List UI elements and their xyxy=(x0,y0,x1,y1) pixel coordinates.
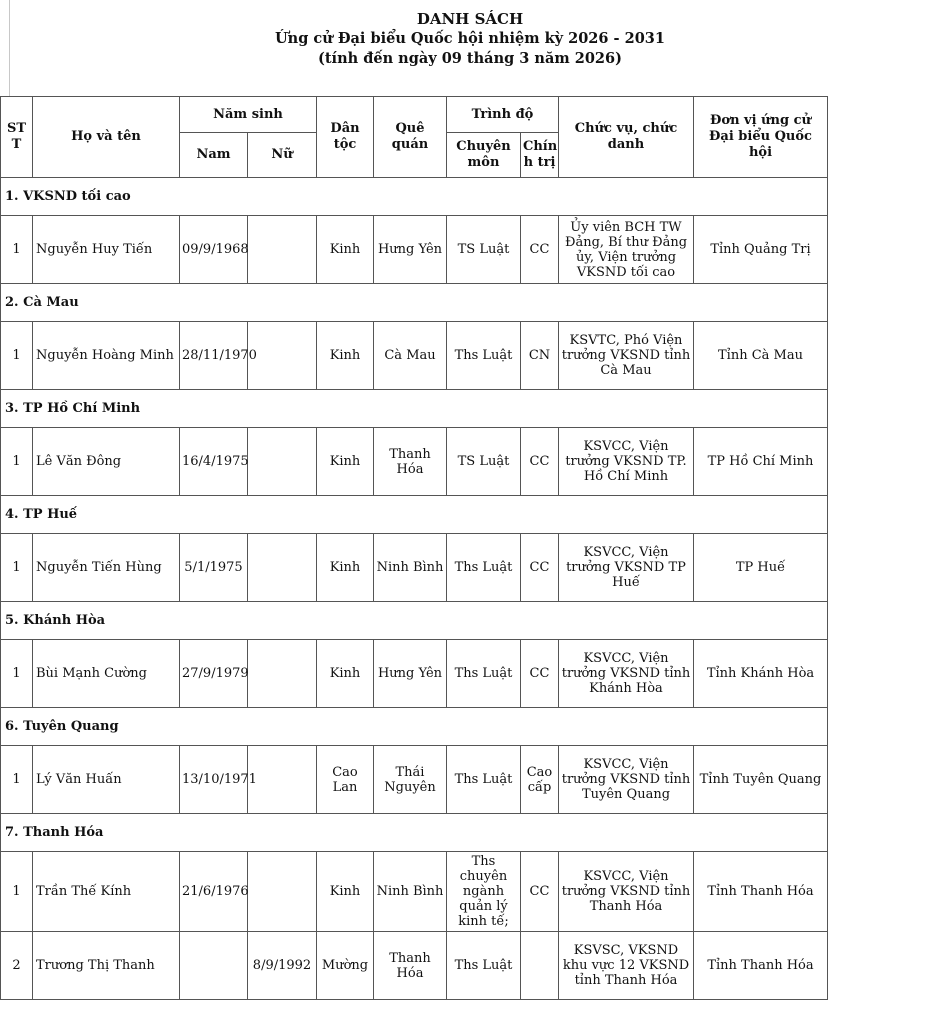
candidate-table xyxy=(0,96,828,1000)
cell-dan-toc: Kinh xyxy=(317,428,374,496)
col-chuyen-mon: Chuyên môn xyxy=(447,133,521,178)
cell-nam: 21/6/1976 xyxy=(180,852,248,932)
cell-chinh-tri: CC xyxy=(521,852,559,932)
group-title: 2. Cà Mau xyxy=(1,284,828,322)
cell-nu xyxy=(248,534,317,602)
cell-chuyen-mon: TS Luật xyxy=(447,216,521,284)
cell-nu xyxy=(248,428,317,496)
document-header xyxy=(0,10,940,69)
cell-chuyen-mon: TS Luật xyxy=(447,428,521,496)
cell-dan-toc: Kinh xyxy=(317,534,374,602)
cell-que-quan: Ninh Bình xyxy=(374,534,447,602)
cell-chuyen-mon: Ths Luật xyxy=(447,746,521,814)
cell-que-quan: Thanh Hóa xyxy=(374,428,447,496)
cell-chuc-vu: KSVCC, Viện trưởng VKSND tỉnh Tuyên Quang xyxy=(559,746,694,814)
cell-chuc-vu: KSVCC, Viện trưởng VKSND tỉnh Thanh Hóa xyxy=(559,852,694,932)
cell-name: Trần Thế Kính xyxy=(33,852,180,932)
col-stt: ST T xyxy=(1,97,33,178)
cell-chuc-vu: KSVCC, Viện trưởng VKSND TP Huế xyxy=(559,534,694,602)
cell-name: Lê Văn Đông xyxy=(33,428,180,496)
cell-don-vi: Tỉnh Cà Mau xyxy=(694,322,828,390)
cell-que-quan: Ninh Bình xyxy=(374,852,447,932)
col-dan-toc: Dân tộc xyxy=(317,97,374,178)
cell-nam: 27/9/1979 xyxy=(180,640,248,708)
col-trinh-do: Trình độ xyxy=(447,97,559,133)
cell-nam: 5/1/1975 xyxy=(180,534,248,602)
group-title: 1. VKSND tối cao xyxy=(1,178,828,216)
group-row xyxy=(1,284,828,322)
group-title: 4. TP Huế xyxy=(1,496,828,534)
table-row xyxy=(1,746,828,814)
col-que-quan: Quê quán xyxy=(374,97,447,178)
col-nam: Nam xyxy=(180,133,248,178)
cell-name: Trương Thị Thanh xyxy=(33,932,180,1000)
cell-chuc-vu: KSVSC, VKSND khu vực 12 VKSND tỉnh Thanh Hóa xyxy=(559,932,694,1000)
cell-stt: 1 xyxy=(1,428,33,496)
cell-stt: 1 xyxy=(1,216,33,284)
cell-don-vi: Tỉnh Tuyên Quang xyxy=(694,746,828,814)
group-title: 6. Tuyên Quang xyxy=(1,708,828,746)
cell-name: Nguyễn Tiến Hùng xyxy=(33,534,180,602)
cell-don-vi: Tỉnh Thanh Hóa xyxy=(694,852,828,932)
cell-chinh-tri: CC xyxy=(521,216,559,284)
cell-name: Nguyễn Hoàng Minh xyxy=(33,322,180,390)
table-row xyxy=(1,322,828,390)
col-nam-sinh: Năm sinh xyxy=(180,97,317,133)
group-row xyxy=(1,814,828,852)
group-row xyxy=(1,178,828,216)
cell-que-quan: Thanh Hóa xyxy=(374,932,447,1000)
cell-name: Lý Văn Huấn xyxy=(33,746,180,814)
cell-chuyen-mon: Ths Luật xyxy=(447,932,521,1000)
cell-don-vi: Tỉnh Thanh Hóa xyxy=(694,932,828,1000)
cell-stt: 1 xyxy=(1,534,33,602)
cell-chuyen-mon: Ths Luật xyxy=(447,640,521,708)
col-don-vi: Đơn vị ứng cử Đại biểu Quốc hội xyxy=(694,97,828,178)
cell-chinh-tri: Cao cấp xyxy=(521,746,559,814)
cell-chuc-vu: KSVCC, Viện trưởng VKSND TP. Hồ Chí Minh xyxy=(559,428,694,496)
group-row xyxy=(1,390,828,428)
cell-don-vi: Tỉnh Quảng Trị xyxy=(694,216,828,284)
cell-chinh-tri: CC xyxy=(521,428,559,496)
table-row xyxy=(1,428,828,496)
cell-chuc-vu: KSVTC, Phó Viện trưởng VKSND tỉnh Cà Mau xyxy=(559,322,694,390)
cell-dan-toc: Kinh xyxy=(317,216,374,284)
table-row xyxy=(1,932,828,1000)
group-title: 5. Khánh Hòa xyxy=(1,602,828,640)
table-row xyxy=(1,216,828,284)
cell-dan-toc: Mường xyxy=(317,932,374,1000)
cell-dan-toc: Cao Lan xyxy=(317,746,374,814)
cell-que-quan: Cà Mau xyxy=(374,322,447,390)
cell-chuyen-mon: Ths chuyên ngành quản lý kinh tế; xyxy=(447,852,521,932)
document-subtitle: Ứng cử Đại biểu Quốc hội nhiệm kỳ 2026 - 2031 xyxy=(275,30,665,47)
cell-don-vi: Tỉnh Khánh Hòa xyxy=(694,640,828,708)
cell-que-quan: Hưng Yên xyxy=(374,640,447,708)
cell-chuc-vu: Ủy viên BCH TW Đảng, Bí thư Đảng ủy, Viện trưởng VKSND tối cao xyxy=(559,216,694,284)
table-row xyxy=(1,640,828,708)
cell-nu xyxy=(248,852,317,932)
cell-nam: 16/4/1975 xyxy=(180,428,248,496)
cell-chinh-tri: CN xyxy=(521,322,559,390)
cell-nam: 13/10/1971 xyxy=(180,746,248,814)
cell-don-vi: TP Hồ Chí Minh xyxy=(694,428,828,496)
cell-stt: 2 xyxy=(1,932,33,1000)
cell-stt: 1 xyxy=(1,852,33,932)
cell-stt: 1 xyxy=(1,746,33,814)
cell-nam: 28/11/1970 xyxy=(180,322,248,390)
table-row xyxy=(1,852,828,932)
cell-chinh-tri: CC xyxy=(521,534,559,602)
cell-chinh-tri: CC xyxy=(521,640,559,708)
col-nu: Nữ xyxy=(248,133,317,178)
cell-que-quan: Hưng Yên xyxy=(374,216,447,284)
group-row xyxy=(1,496,828,534)
cell-nam: 09/9/1968 xyxy=(180,216,248,284)
cell-nu: 8/9/1992 xyxy=(248,932,317,1000)
col-ho-ten: Họ và tên xyxy=(33,97,180,178)
cell-don-vi: TP Huế xyxy=(694,534,828,602)
cell-stt: 1 xyxy=(1,640,33,708)
cell-dan-toc: Kinh xyxy=(317,852,374,932)
cell-stt: 1 xyxy=(1,322,33,390)
cell-chuc-vu: KSVCC, Viện trưởng VKSND tỉnh Khánh Hòa xyxy=(559,640,694,708)
document-title: DANH SÁCH xyxy=(416,10,524,28)
cell-name: Bùi Mạnh Cường xyxy=(33,640,180,708)
group-row xyxy=(1,708,828,746)
cell-chuyen-mon: Ths Luật xyxy=(447,534,521,602)
cell-nu xyxy=(248,746,317,814)
group-row xyxy=(1,602,828,640)
col-chinh-tri: Chín h trị xyxy=(521,133,559,178)
table-row xyxy=(1,534,828,602)
cell-dan-toc: Kinh xyxy=(317,322,374,390)
group-title: 3. TP Hồ Chí Minh xyxy=(1,390,828,428)
cell-chuyen-mon: Ths Luật xyxy=(447,322,521,390)
cell-nu xyxy=(248,322,317,390)
cell-que-quan: Thái Nguyên xyxy=(374,746,447,814)
cell-nu xyxy=(248,640,317,708)
document-date: (tính đến ngày 09 tháng 3 năm 2026) xyxy=(318,50,622,67)
cell-name: Nguyễn Huy Tiến xyxy=(33,216,180,284)
col-chuc-vu: Chức vụ, chức danh xyxy=(559,97,694,178)
group-title: 7. Thanh Hóa xyxy=(1,814,828,852)
cell-dan-toc: Kinh xyxy=(317,640,374,708)
cell-chinh-tri xyxy=(521,932,559,1000)
cell-nam xyxy=(180,932,248,1000)
cell-nu xyxy=(248,216,317,284)
